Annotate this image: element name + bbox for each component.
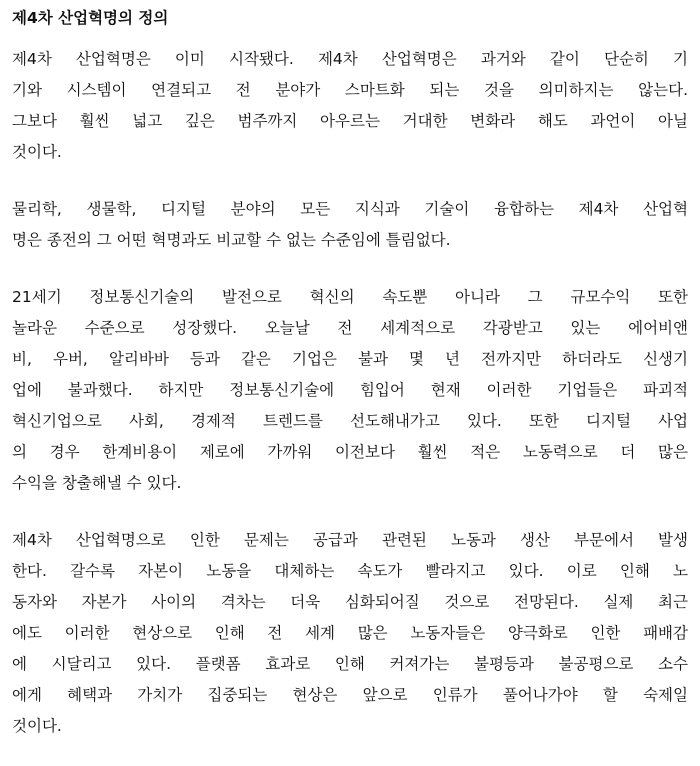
paragraph-line: 의 경우 한계비용이 제로에 가까워 이전보다 훨씬 적은 노동력으로 더 많은: [12, 443, 688, 461]
paragraph-3: [12, 282, 688, 499]
paragraph-line: 동자와 자본가 사이의 격차는 더욱 심화되어질 것으로 전망된다. 실제 최근: [12, 593, 688, 611]
paragraph-line: 기와 시스템이 연결되고 전 분야가 스마트화 되는 것을 의미하지는 않는다.: [12, 81, 688, 99]
paragraph-line: 업에 불과했다. 하지만 정보통신기술에 힘입어 현재 이러한 기업들은 파괴적: [12, 381, 688, 399]
paragraph-line: 수익을 창출해낼 수 있다.: [12, 474, 182, 492]
spacer: [12, 168, 688, 194]
paragraph-line: 한다. 갈수록 자본이 노동을 대체하는 속도가 빨라지고 있다. 이로 인해 노: [12, 562, 688, 580]
paragraph-line: 에게 혜택과 가치가 집중되는 현상은 앞으로 인류가 풀어나가야 할 숙제일: [12, 686, 688, 704]
paragraph-line: 21세기 정보통신기술의 발전으로 혁신의 속도뿐 아니라 그 규모수익 또한: [12, 288, 688, 306]
paragraph-line: 제4차 산업혁명으로 인한 문제는 공급과 관련된 노동과 생산 부문에서 발생: [12, 531, 688, 549]
paragraph-line: 에도 이러한 현상으로 인해 전 세계 많은 노동자들은 양극화로 인한 패배감: [12, 624, 688, 642]
paragraph-1: [12, 44, 688, 168]
spacer: [12, 34, 688, 44]
paragraph-line: 비, 우버, 알리바바 등과 같은 기업은 불과 몇 년 전까지만 하더라도 신생기: [12, 350, 688, 368]
paragraph-line: 것이다.: [12, 717, 62, 735]
spacer: [12, 499, 688, 525]
paragraph-line: 명은 종전의 그 어떤 혁명과도 비교할 수 없는 수준임에 틀림없다.: [12, 231, 451, 249]
paragraph-4: [12, 525, 688, 742]
paragraph-line: 놀라운 수준으로 성장했다. 오늘날 전 세계적으로 각광받고 있는 에어비앤: [12, 319, 688, 337]
document-title: 제4차 산업혁명의 정의: [12, 9, 169, 27]
paragraph-line: 혁신기업으로 사회, 경제적 트렌드를 선도해내가고 있다. 또한 디지털 사업: [12, 412, 688, 430]
paragraph-2: [12, 194, 688, 256]
paragraph-line: 그보다 훨씬 넓고 깊은 범주까지 아우르는 거대한 변화라 해도 과언이 아닐: [12, 112, 688, 130]
paragraph-line: 것이다.: [12, 143, 62, 161]
paragraph-line: 제4차 산업혁명은 이미 시작됐다. 제4차 산업혁명은 과거와 같이 단순히 기: [12, 50, 688, 68]
spacer: [12, 256, 688, 282]
paragraph-line: 에 시달리고 있다. 플랫폼 효과로 인해 커져가는 불평등과 불공평으로 소수: [12, 655, 688, 673]
paragraph-line: 물리학, 생물학, 디지털 분야의 모든 지식과 기술이 융합하는 제4차 산업혁: [12, 200, 688, 218]
